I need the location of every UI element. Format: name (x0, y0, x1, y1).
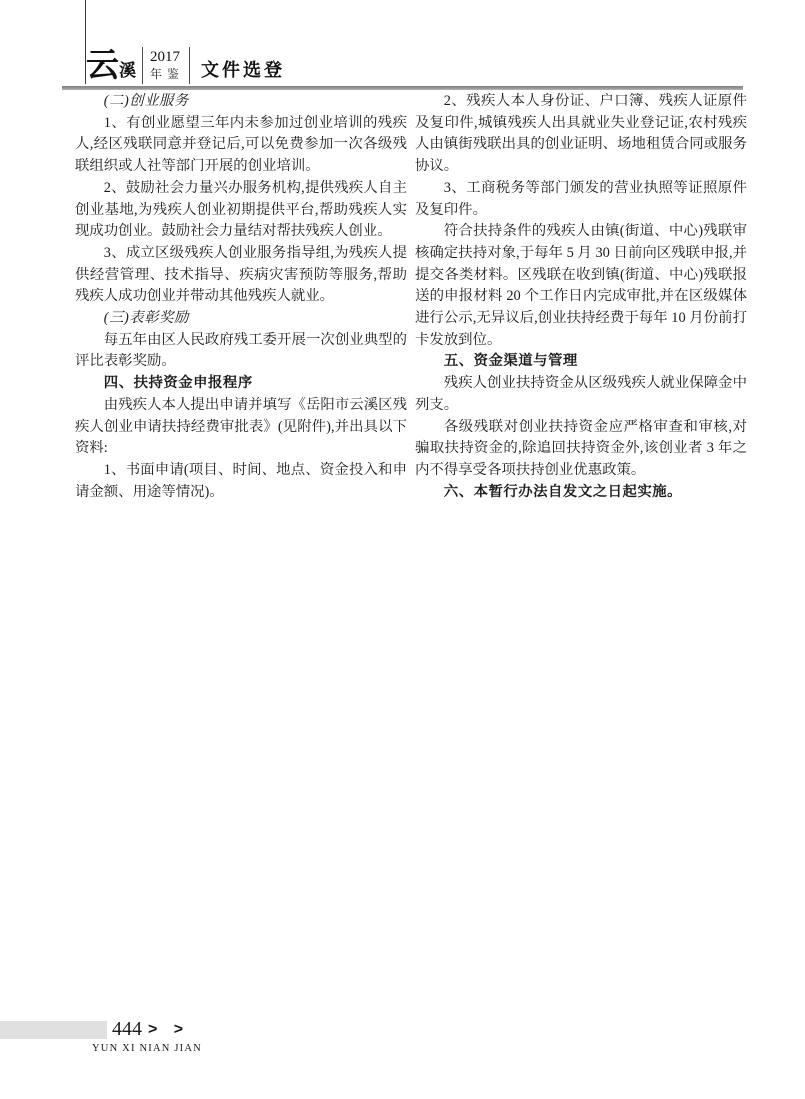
logo-divider-left (142, 47, 143, 84)
content-column-right (415, 91, 747, 503)
paragraph: 2、鼓励社会力量兴办服务机构,提供残疾人自主创业基地,为残疾人创业初期提供平台,帮助残疾人实现成功创业。鼓励社会力量结对帮扶残疾人创业。 (75, 179, 407, 240)
yearbook-romanized-title: YUN XI NIAN JIAN (92, 1043, 202, 1054)
page-number: 444 (112, 1018, 142, 1040)
paragraph: 1、有创业愿望三年内未参加过创业培训的残疾人,经区残联同意并登记后,可以免费参加一次各级残联组织或人社等部门开展的创业培训。 (75, 114, 407, 175)
paragraph: 各级残联对创业扶持资金应严格审查和审核,对骗取扶持资金的,除追回扶持资金外,该创业者 3 年之内不得享受各项扶持创业优惠政策。 (415, 418, 747, 478)
heading-funding-application-procedure: 四、扶持资金申报程序 (103, 375, 253, 392)
logo-main-char: 云 (86, 46, 119, 83)
logo-year: 2017 (150, 49, 180, 65)
logo-sub-char: 溪 (119, 61, 136, 80)
logo-divider-right (189, 47, 190, 84)
content-column-left (75, 91, 407, 503)
subheading-commendation-awards: (三)表彰奖励 (103, 310, 189, 327)
footer-gray-bar (0, 1021, 107, 1039)
page-number-row (112, 1018, 189, 1040)
logo-year-label: 年 鉴 (149, 67, 180, 81)
paragraph: 1、书面申请(项目、时间、地点、资金投入和申请金额、用途等情况)。 (75, 461, 407, 500)
heading-effective-date: 六、本暂行办法自发文之日起实施。 (443, 483, 683, 500)
page-arrows: > > (148, 1021, 190, 1038)
heading-funding-channels-management: 五、资金渠道与管理 (443, 353, 578, 370)
paragraph: 每五年由区人民政府残工委开展一次创业典型的评比表彰奖励。 (75, 331, 407, 370)
paragraph: 由残疾人本人提出申请并填写《岳阳市云溪区残疾人创业申请扶持经费审批表》(见附件),并出具以下资料: (75, 396, 407, 457)
header-rule (62, 86, 743, 90)
section-title: 文件选登 (201, 60, 285, 80)
paragraph: 3、成立区级残疾人创业服务指导组,为残疾人提供经营管理、技术指导、疾病灾害预防等服务,帮助残疾人成功创业并带动其他残疾人就业。 (75, 244, 407, 305)
paragraph: 符合扶持条件的残疾人由镇(街道、中心)残联审核确定扶持对象,于每年 5 月 30 日前向区残联申报,并提交各类材料。区残联在收到镇(街道、中心)残联报送的申报材料 20 个工作日内完成审批,并在区级媒体进行公示,无异议后,创业扶持经费于每年 10 月份前打卡发放到位。 (415, 223, 747, 348)
paragraph: 2、残疾人本人身份证、户口簿、残疾人证原件及复印件,城镇残疾人出具就业失业登记证,农村残疾人由镇街残联出具的创业证明、场地租赁合同或服务协议。 (415, 93, 747, 175)
paragraph: 3、工商税务等部门颁发的营业执照等证照原件及复印件。 (415, 179, 747, 218)
paragraph: 残疾人创业扶持资金从区级残疾人就业保障金中列支。 (415, 375, 747, 413)
subheading-entrepreneurship-services: (二)创业服务 (103, 93, 189, 109)
